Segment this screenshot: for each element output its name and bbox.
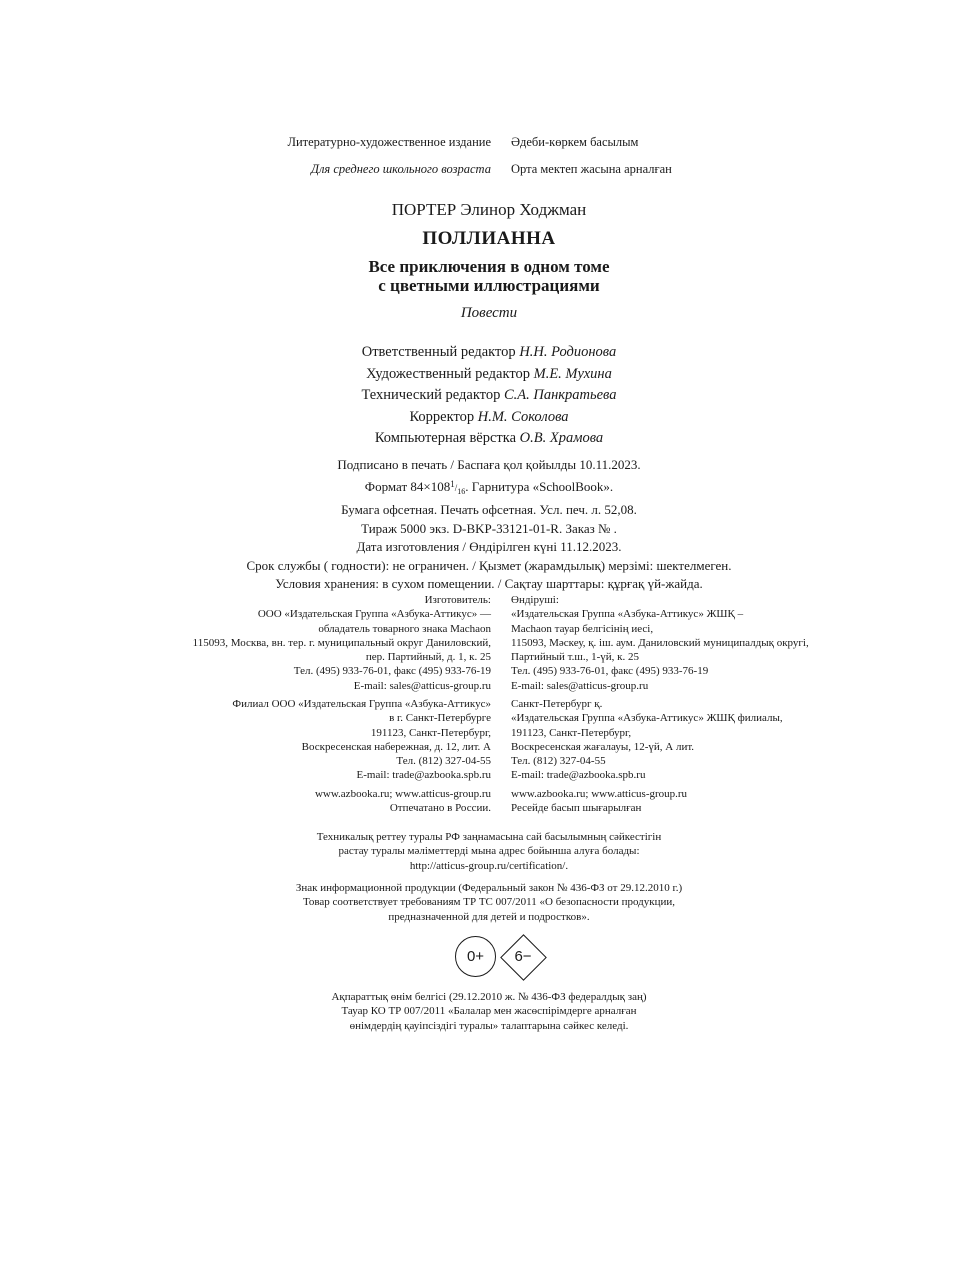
branch-ru-line: Филиал ООО «Издательская Группа «Азбука-Аттикус» (232, 698, 491, 710)
print-storage: Условия хранения: в сухом помещении. / Сақтау шарттары: құрғақ үй-жайда. (275, 576, 703, 591)
age-rating-badges (0, 934, 978, 980)
credit-role: Ответственный редактор (361, 344, 516, 360)
manufacturer-kz-line: Партийный т.ш., 1-үй, к. 25 (511, 651, 640, 664)
manufacturer-kz-line: 115093, Мәскеу, қ. іш. аум. Даниловский муниципалдық округі, (511, 636, 809, 649)
manufacturer-kz (511, 593, 809, 693)
book-author: ПОРТЕР Элинор Ходжман (391, 200, 587, 219)
print-format (0, 475, 978, 502)
info-sign-kz-line: Тауар КО ТР 007/2011 «Балалар мен жасөспірімдерге арналған (341, 1005, 637, 1018)
info-sign-kz (0, 990, 978, 1033)
manufacturer-ru-line: Тел. (495) 933-76-01, факс (495) 933-76-19 (293, 665, 491, 678)
book-subtitle (0, 257, 978, 295)
branch-kz (511, 697, 783, 783)
branch-ru-line: Воскресенская набережная, д. 12, лит. А (301, 740, 491, 753)
credit-role: Корректор (409, 408, 475, 425)
credit-line (0, 428, 978, 450)
age-rating-circle-icon: 0+ (455, 936, 496, 977)
manufacturer-kz-line: Өндіруші: (511, 594, 559, 606)
manufacturer-ru-line: ООО «Издательская Группа «Азбука-Аттикус» — (257, 608, 491, 621)
credit-name: С.А. Панкратьева (503, 387, 617, 403)
certification-line: Техникалық реттеу туралы РФ заңнамасына сай басылымның сәйкестігін (316, 831, 662, 843)
branch-kz-line: 191123, Санкт-Петербург, (511, 726, 632, 739)
branch-kz-line: Тел. (812) 327-04-55 (511, 755, 606, 768)
age-kz: Орта мектеп жасына арналған (511, 162, 672, 176)
certification-line: растау туралы мәліметтерді мына адрес бойынша алуға болады: (338, 845, 640, 858)
age-rating-diamond-icon (500, 934, 546, 980)
branch-kz-line: «Издательская Группа «Азбука-Аттикус» ЖШҚ филиалы, (511, 712, 783, 725)
age-rating-diamond-label: 6− (514, 948, 532, 965)
credit-role: Компьютерная вёрстка (374, 430, 517, 446)
manufacturer-ru-line: обладатель товарного знака Machaon (318, 622, 491, 635)
age-ru: Для среднего школьного возраста (311, 162, 491, 176)
format-numerator: 1 (450, 478, 455, 489)
print-signed: Подписано в печать / Баспаға қол қойылды 10.11.2023. (337, 457, 641, 472)
branch-ru-line: 191123, Санкт-Петербург, (370, 726, 491, 739)
certification-line: http://atticus-group.ru/certification/. (409, 859, 569, 872)
certification-note (0, 830, 978, 873)
branch-ru (232, 697, 491, 783)
manufacturer-kz-line: Тел. (495) 933-76-01, факс (495) 933-76-19 (511, 665, 709, 678)
credit-line (0, 385, 978, 407)
info-sign-ru (0, 881, 978, 924)
format-denominator: 16 (457, 486, 466, 496)
branch-kz-line: Воскресенская жағалауы, 12-үй, А лит. (511, 740, 695, 753)
credit-name: Н.Н. Родионова (519, 344, 617, 360)
branch-ru-line: Тел. (812) 327-04-55 (396, 755, 491, 768)
book-genre: Повести (460, 305, 518, 321)
branch-kz-line: E-mail: trade@azbooka.spb.ru (511, 769, 646, 782)
branch-ru-line: в г. Санкт-Петербурге (389, 712, 491, 725)
credit-name: О.В. Храмова (519, 430, 604, 446)
web-kz-links: www.azbooka.ru; www.atticus-group.ru (511, 788, 688, 800)
credit-line (0, 342, 978, 364)
printed-in-ru: Отпечатано в России. (389, 802, 491, 815)
info-sign-ru-line: Знак информационной продукции (Федеральный закон № 436-ФЗ от 29.12.2010 г.) (295, 882, 683, 894)
manufacturer-ru (193, 593, 491, 693)
format-fraction: $^1/_{16}$ (450, 478, 466, 496)
book-subtitle-line-2: с цветными иллюстрациями (378, 276, 600, 295)
branch-kz-line: Санкт-Петербург қ. (511, 698, 603, 710)
credit-line (0, 364, 978, 386)
credit-name: М.Е. Мухина (533, 365, 612, 382)
credit-role: Художественный редактор (366, 365, 530, 382)
credit-line (0, 407, 978, 429)
format-prefix: Формат 84×108 (364, 478, 451, 494)
edition-type-ru: Литературно-художественное издание (287, 135, 491, 149)
manufacturer-ru-line: 115093, Москва, вн. тер. г. муниципальный округ Даниловский, (192, 636, 491, 649)
info-sign-kz-line: өнімдердің қауіпсіздігі туралы» талаптарына сәйкес келеді. (349, 1019, 629, 1032)
info-sign-ru-line: предназначенной для детей и подростков». (388, 910, 590, 923)
print-made-date: Дата изготовления / Өндірілген күні 11.12.2023. (356, 539, 622, 554)
printed-in-kz: Ресейде басып шығарылған (511, 802, 642, 815)
manufacturer-kz-line: E-mail: sales@atticus-group.ru (511, 679, 649, 692)
print-run: Тираж 5000 экз. D-BKP-33121-01-R. Заказ № . (361, 520, 617, 536)
manufacturer-ru-line: E-mail: sales@atticus-group.ru (353, 679, 491, 692)
credits-list (0, 342, 978, 450)
info-sign-ru-line: Товар соответствует требованиям ТР ТС 007/2011 «О безопасности продукции, (302, 896, 676, 909)
manufacturer-kz-line: «Издательская Группа «Азбука-Аттикус» ЖШҚ – (511, 608, 744, 621)
web-ru-links: www.azbooka.ru; www.atticus-group.ru (314, 788, 491, 800)
edition-type-kz: Әдеби-көркем басылым (511, 135, 639, 149)
book-subtitle-line-1: Все приключения в одном томе (368, 257, 610, 276)
book-title: ПОЛЛИАННА (422, 228, 556, 249)
info-sign-kz-line: Ақпараттық өнім белгісі (29.12.2010 ж. № 436-ФЗ федералдық заң) (331, 991, 647, 1003)
branch-ru-line: E-mail: trade@azbooka.spb.ru (356, 769, 491, 782)
credit-name: Н.М. Соколова (477, 408, 569, 425)
manufacturer-kz-line: Machaon тауар белгісінің иесі, (511, 622, 654, 635)
print-paper: Бумага офсетная. Печать офсетная. Усл. печ. л. 52,08. (341, 502, 637, 517)
print-info (0, 456, 978, 594)
manufacturer-ru-line: Изготовитель: (424, 594, 491, 606)
web-kz (511, 787, 687, 816)
credit-role: Технический редактор (361, 387, 501, 403)
web-ru (315, 787, 491, 816)
print-shelf-life: Срок службы ( годности): не ограничен. / Қызмет (жарамдылық) мерзімі: шектелмеген. (246, 557, 732, 573)
manufacturer-ru-line: пер. Партийный, д. 1, к. 25 (365, 651, 491, 664)
format-suffix: . Гарнитура «SchoolBook». (465, 478, 614, 494)
